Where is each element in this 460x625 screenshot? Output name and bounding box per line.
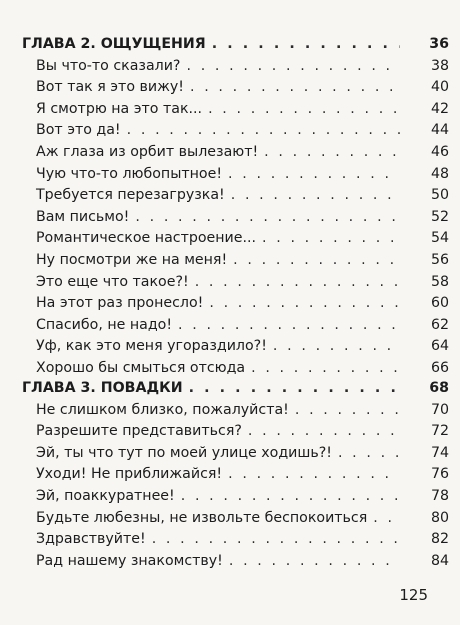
- entry-title: Эй, поаккуратнее!: [36, 488, 175, 504]
- entry-page-number: 46: [430, 144, 449, 160]
- entry-page-number: 70: [430, 401, 449, 418]
- entry-title: Будьте любезны, не извольте беспокоиться: [36, 509, 368, 526]
- toc-entry: [36, 338, 449, 355]
- dot-leader: [195, 274, 400, 290]
- toc-entry: [36, 252, 449, 268]
- entry-title: На этот раз пронесло!: [36, 295, 204, 312]
- toc-entry: [36, 295, 449, 312]
- toc-entry: [36, 401, 449, 418]
- toc-entry: [36, 144, 449, 160]
- toc-entry: [36, 165, 449, 182]
- dot-leader: [228, 466, 400, 482]
- dot-leader: [273, 338, 400, 354]
- entry-page-number: 54: [430, 230, 449, 247]
- dot-leader: [178, 317, 400, 333]
- dot-leader: [262, 230, 400, 246]
- entry-title: Рад нашему знакомству!: [36, 552, 223, 569]
- dot-leader: [208, 101, 400, 117]
- entry-page-number: 66: [430, 360, 449, 376]
- toc-entry: [36, 79, 449, 96]
- dot-leader: [231, 187, 400, 203]
- page-number: 125: [399, 586, 428, 604]
- dot-leader: [152, 531, 400, 547]
- entry-page-number: 56: [430, 252, 449, 268]
- toc-entry: [36, 531, 449, 548]
- toc-entry: [36, 100, 449, 117]
- entry-title: Требуется перезагрузка!: [36, 187, 225, 204]
- toc-entry: [36, 360, 449, 376]
- entry-title: Вот это да!: [36, 122, 121, 139]
- entry-title: Уф, как это меня угораздило?!: [36, 338, 267, 355]
- entry-page-number: 52: [430, 208, 449, 225]
- toc-entry: [36, 509, 449, 526]
- dot-leader: [228, 166, 400, 182]
- dot-leader: [189, 380, 400, 396]
- entry-title: Спасибо, не надо!: [36, 316, 173, 333]
- toc-entry: [36, 488, 449, 504]
- dot-leader: [264, 144, 400, 160]
- chapter-title: ГЛАВА 3. ПОВАДКИ: [22, 380, 183, 396]
- toc-entry: [36, 423, 449, 440]
- entry-title: Здравствуйте!: [36, 531, 146, 548]
- entry-page-number: 74: [430, 444, 449, 461]
- dot-leader: [251, 360, 400, 376]
- entry-title: Вам письмо!: [36, 208, 130, 225]
- dot-leader: [233, 252, 400, 268]
- dot-leader: [190, 79, 400, 95]
- entry-title: Чую что-то любопытное!: [36, 165, 223, 182]
- entry-title: Ну посмотри же на меня!: [36, 252, 228, 268]
- entry-page-number: 84: [430, 552, 449, 569]
- entry-title: Я смотрю на это так...: [36, 100, 203, 117]
- entry-page-number: 44: [430, 122, 449, 139]
- entry-title: Романтическое настроение...: [36, 230, 256, 247]
- dot-leader: [212, 36, 400, 52]
- chapter-page-number: 36: [429, 36, 449, 52]
- entry-page-number: 76: [430, 466, 449, 483]
- toc-chapter-heading: [22, 380, 449, 396]
- chapter-title: ГЛАВА 2. ОЩУЩЕНИЯ: [22, 36, 206, 52]
- toc-entry: [36, 552, 449, 569]
- dot-leader: [127, 122, 400, 138]
- dot-leader: [295, 402, 400, 418]
- entry-title: Аж глаза из орбит вылезают!: [36, 144, 259, 160]
- dot-leader: [338, 445, 400, 461]
- toc-entry: [36, 316, 449, 333]
- entry-title: Не слишком близко, пожалуйста!: [36, 401, 289, 418]
- toc-entry: [36, 187, 449, 204]
- dot-leader: [373, 510, 400, 526]
- entry-title: Вы что-то сказали?: [36, 57, 181, 74]
- toc-entry: [36, 122, 449, 139]
- entry-page-number: 62: [430, 316, 449, 333]
- toc-entry: [36, 57, 449, 74]
- entry-title: Вот так я это вижу!: [36, 79, 184, 96]
- dot-leader: [181, 488, 400, 504]
- entry-page-number: 80: [430, 509, 449, 526]
- entry-title: Разрешите представиться?: [36, 423, 242, 440]
- entry-page-number: 64: [430, 338, 449, 355]
- entry-page-number: 50: [430, 187, 449, 204]
- entry-page-number: 82: [430, 531, 449, 548]
- entry-page-number: 58: [430, 273, 449, 290]
- chapter-page-number: 68: [429, 380, 449, 396]
- toc-entry: [36, 273, 449, 290]
- entry-page-number: 78: [430, 488, 449, 504]
- toc-chapter-heading: [22, 36, 449, 52]
- toc-entry: [36, 444, 449, 461]
- entry-page-number: 42: [430, 100, 449, 117]
- entry-title: Уходи! Не приближайся!: [36, 466, 223, 483]
- dot-leader: [229, 553, 400, 569]
- dot-leader: [209, 295, 400, 311]
- toc-entry: [36, 208, 449, 225]
- dot-leader: [135, 209, 400, 225]
- dot-leader: [248, 423, 400, 439]
- toc-entry: [36, 230, 449, 247]
- entry-page-number: 60: [430, 295, 449, 312]
- entry-title: Эй, ты что тут по моей улице ходишь?!: [36, 444, 332, 461]
- entry-page-number: 40: [430, 79, 449, 96]
- toc-entry: [36, 466, 449, 483]
- dot-leader: [186, 58, 400, 74]
- entry-page-number: 48: [430, 165, 449, 182]
- entry-page-number: 38: [430, 57, 449, 74]
- entry-title: Хорошо бы смыться отсюда: [36, 360, 246, 376]
- entry-page-number: 72: [430, 423, 449, 440]
- entry-title: Это еще что такое?!: [36, 273, 189, 290]
